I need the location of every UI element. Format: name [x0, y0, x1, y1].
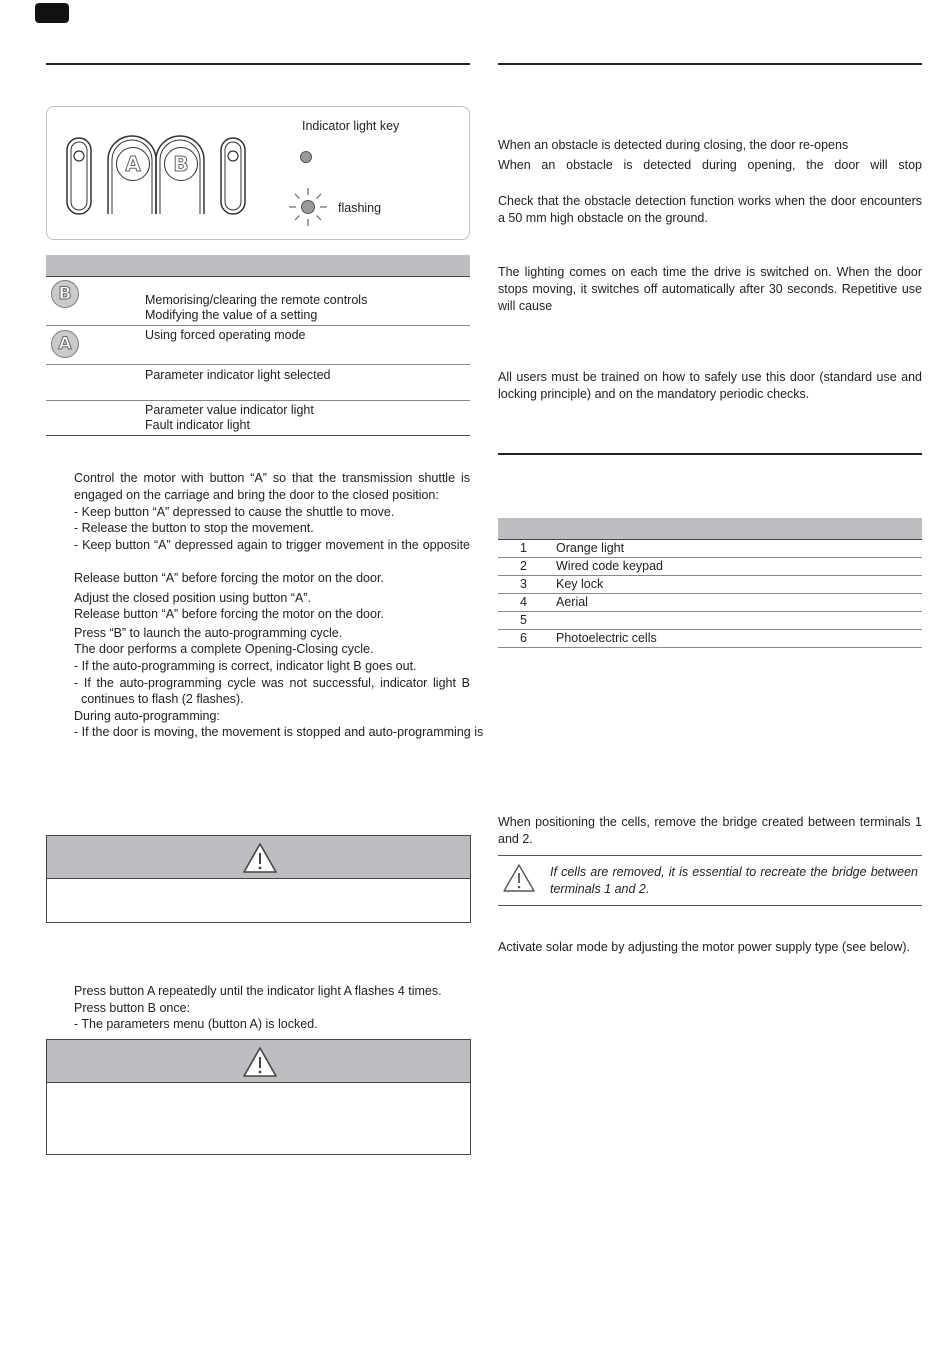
button-table-rule: [46, 325, 470, 326]
table-row: [498, 540, 922, 558]
table-cell-number: 2: [520, 559, 527, 573]
table-cell: Parameter value indicator light: [145, 403, 314, 417]
obstacle-text: When an obstacle is detected during closing, the door re-opens: [498, 138, 849, 152]
table-row: [498, 558, 922, 576]
warning-box: [46, 1039, 471, 1155]
table-cell-number: 5: [520, 613, 527, 627]
step-text: Press button B once:: [74, 1001, 191, 1015]
button-b-icon: B: [51, 280, 79, 308]
flashing-label: flashing: [338, 201, 382, 215]
table-row: [498, 576, 922, 594]
warning-box-header: [47, 1040, 470, 1083]
indicator-key-title: Indicator light key: [302, 119, 400, 133]
warning-icon: [241, 1045, 279, 1079]
section-rule-right: [498, 453, 922, 455]
table-cell: Fault indicator light: [145, 418, 250, 432]
obstacle-text: When an obstacle is detected during opening, the door will stop: [498, 158, 922, 172]
table-cell-label: Aerial: [556, 595, 588, 609]
table-row: [498, 594, 922, 612]
table-cell: Modifying the value of a setting: [145, 308, 318, 322]
button-table-rule: [46, 364, 470, 365]
table-row: [498, 612, 922, 630]
table-cell-number: 1: [520, 541, 527, 555]
step-text: engaged on the carriage and bring the door to the closed position:: [74, 488, 439, 502]
step-text: - The parameters menu (button A) is locked.: [74, 1017, 318, 1031]
page-tab-marker: [35, 3, 69, 23]
cells-text: When positioning the cells, remove the bridge created between terminals 1 and 2.: [498, 815, 922, 846]
section-rule-left: [46, 63, 470, 65]
warning-icon: [241, 841, 279, 875]
table-cell: Parameter indicator light selected: [145, 368, 331, 382]
button-table-rule: [46, 400, 470, 401]
panel-button-b: B: [164, 147, 198, 181]
accessory-table-header: [498, 518, 922, 539]
step-text: - If the auto-programming cycle was not successful, indicator light B: [74, 676, 470, 690]
step-text: The door performs a complete Opening-Closing cycle.: [74, 642, 374, 656]
lighting-text: The lighting comes on each time the drive is switched on. When the door stops moving, it switches off automatically after 30 seconds. Repetitive use will cause: [498, 265, 922, 313]
note-rule: [498, 905, 922, 906]
table-cell-number: 4: [520, 595, 527, 609]
table-cell-number: 3: [520, 577, 527, 591]
table-cell-label: Orange light: [556, 541, 625, 555]
table-cell-label: Key lock: [556, 577, 604, 591]
button-table-header: [46, 255, 470, 276]
section-rule-right: [498, 63, 922, 65]
step-text: During auto-programming:: [74, 709, 220, 723]
step-text: Adjust the closed position using button “A”.: [74, 591, 311, 605]
training-text: All users must be trained on how to safely use this door (standard use and locking principle) and on the mandatory periodic checks.: [498, 370, 922, 401]
control-panel-drawing: [60, 130, 260, 222]
indicator-flashing-icon: [287, 186, 329, 228]
obstacle-check-text: Check that the obstacle detection function works when the door encounters a 50 mm high obstacle on the ground.: [498, 194, 922, 225]
button-table-rule: [46, 435, 470, 436]
caution-icon: [501, 862, 537, 894]
right-led-pill: [221, 138, 245, 214]
step-text: Control the motor with button “A” so that the transmission shuttle is: [74, 471, 470, 485]
step-text: - If the auto-programming is correct, indicator light B goes out.: [74, 659, 417, 673]
step-text: - Release the button to stop the movement.: [74, 521, 314, 535]
step-text: Press button A repeatedly until the indicator light A flashes 4 times.: [74, 984, 442, 998]
step-text: Release button “A” before forcing the motor on the door.: [74, 571, 384, 585]
table-cell-number: 6: [520, 631, 527, 645]
warning-box: [46, 835, 471, 923]
table-cell: Using forced operating mode: [145, 328, 306, 342]
step-text: - Keep button “A” depressed to cause the shuttle to move.: [74, 505, 395, 519]
warning-box-header: [47, 836, 470, 879]
step-text: - If the door is moving, the movement is stopped and auto-programming is: [74, 725, 484, 739]
button-a-icon: A: [51, 330, 79, 358]
table-cell-label: Photoelectric cells: [556, 631, 657, 645]
button-table-rule: [46, 276, 470, 277]
indicator-steady-icon: [300, 151, 312, 163]
note-rule: [498, 855, 922, 856]
table-cell-label: Wired code keypad: [556, 559, 664, 573]
cells-note-text: If cells are removed, it is essential to recreate the bridge between terminals 1 and 2.: [550, 865, 918, 896]
table-row: [498, 630, 922, 648]
left-led-pill: [67, 138, 91, 214]
panel-button-a: A: [116, 147, 150, 181]
step-text: Press “B” to launch the auto-programming cycle.: [74, 626, 343, 640]
step-text: continues to flash (2 flashes).: [81, 692, 244, 706]
solar-text: Activate solar mode by adjusting the motor power supply type (see below).: [498, 940, 911, 954]
table-cell: Memorising/clearing the remote controls: [145, 293, 368, 307]
step-text: Release button “A” before forcing the motor on the door.: [74, 607, 384, 621]
step-text: - Keep button “A” depressed again to trigger movement in the opposite: [74, 538, 470, 552]
